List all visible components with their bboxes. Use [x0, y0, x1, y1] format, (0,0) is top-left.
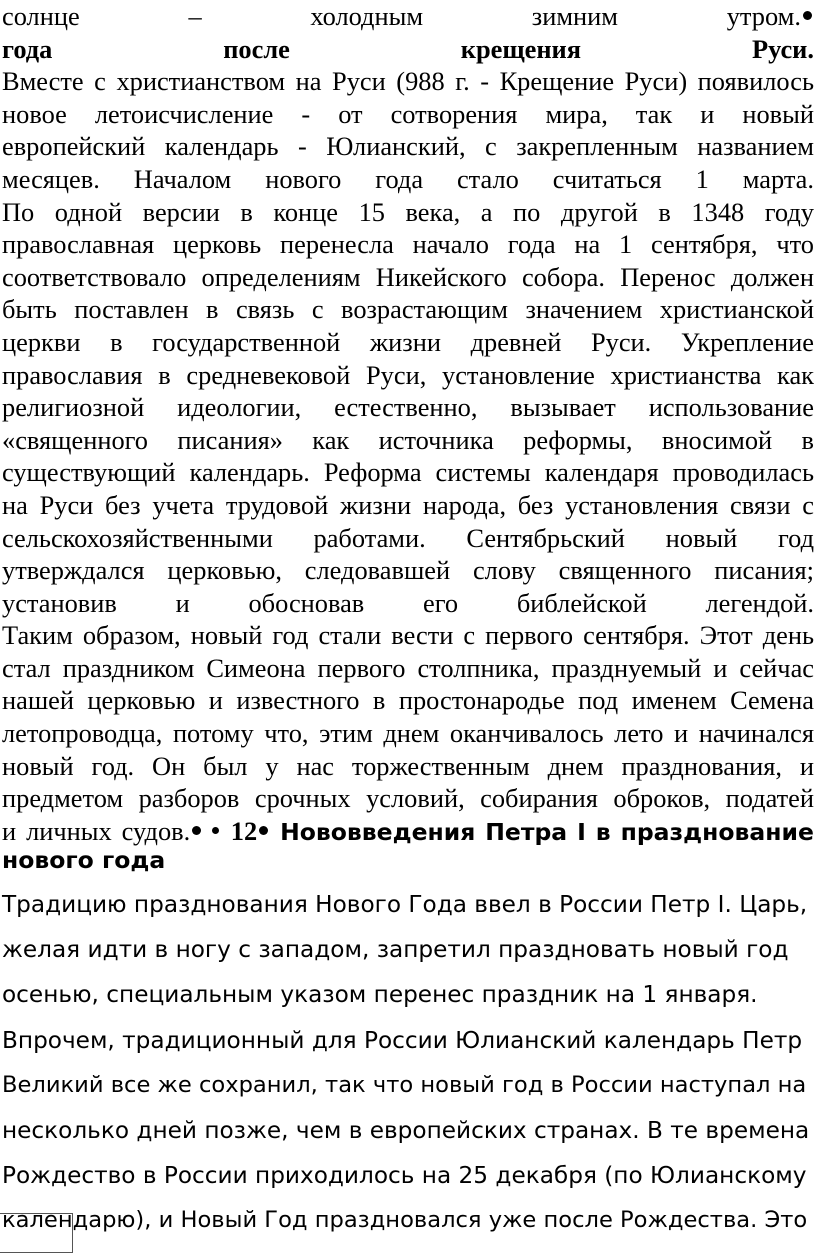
- paragraph-line: быть поставлен в связь с возрастающим значением христианской: [2, 294, 814, 325]
- paragraph-line: сельскохозяйственными работами. Сентябрьский новый год: [2, 522, 814, 553]
- word: крещения: [460, 33, 582, 64]
- heading-word: Петра: [485, 817, 568, 846]
- paragraph-line: «священного писания» как источника реформы, вносимой в: [2, 424, 814, 455]
- paragraph-line: европейский календарь - Юлианский, с закрепленным названием: [2, 131, 814, 162]
- word: личных: [26, 815, 112, 846]
- section-number: 12: [230, 815, 258, 846]
- paragraph-line: существующий календарь. Реформа системы календаря проводилась: [2, 457, 814, 488]
- body-line: желая идти в ногу с западом, запретил праздновать новый год: [2, 936, 789, 964]
- bold-heading-line: [2, 33, 814, 66]
- word-with-bullet: [727, 0, 814, 33]
- section-heading-continuation: нового года: [2, 846, 166, 874]
- body-line: календарю), и Новый Год праздновался уже после Рождества. Это: [2, 1207, 808, 1234]
- word: зимним: [531, 1, 618, 31]
- footer-box: [0, 1213, 73, 1253]
- paragraph-line: новое летоисчисление - от сотворения мира, так и новый: [2, 98, 814, 129]
- top-line: [2, 0, 814, 33]
- bullet-icon: [192, 826, 201, 835]
- heading-word: I: [577, 817, 586, 846]
- bullet-icon: [212, 827, 219, 834]
- paragraph-line: стал праздником Симеона первого столпника, празднуемый и сейчас: [2, 652, 814, 683]
- word: утром.: [726, 1, 801, 31]
- heading-word: празднование: [620, 817, 814, 846]
- heading-word: Нововведения: [280, 817, 476, 846]
- paragraph-line: нашей церковью и известного в простонародье под именем Семена: [2, 685, 814, 716]
- paragraph-line: церкви в государственной жизни древней Руси. Укрепление: [2, 326, 814, 357]
- paragraph-line: на Руси без учета трудовой жизни народа, без установления связи с: [2, 489, 814, 520]
- heading-word: в: [595, 817, 611, 846]
- word: солнце: [2, 1, 80, 31]
- word: года: [2, 33, 53, 64]
- paragraph-line: утверждался церковью, следовавшей слову священного писания;: [2, 555, 814, 586]
- word: Руси.: [751, 33, 814, 64]
- bullet-icon: [259, 826, 268, 835]
- body-line: Великий все же сохранил, так что новый год в России наступал на: [2, 1071, 807, 1098]
- paragraph-line: новый год. Он был у нас торжественным днем празднования, и: [2, 750, 814, 781]
- serif-text-block: [2, 0, 814, 847]
- body-line: несколько дней позже, чем в европейских странах. В те времена: [2, 1116, 810, 1144]
- paragraph-line: Таким образом, новый год стали вести с первого сентября. Этот день: [2, 620, 814, 651]
- paragraph-line: православия в средневековой Руси, установление христианства как: [2, 359, 814, 390]
- paragraph-line: месяцев. Началом нового года стало считаться 1 марта.: [2, 163, 814, 194]
- body-line: Рождество в России приходилось на 25 декабря (по Юлианскому: [2, 1162, 807, 1190]
- word: и: [2, 815, 17, 846]
- body-line: Впрочем, традиционный для России Юлианский календарь Петр: [2, 1026, 803, 1054]
- paragraph-line: предметом разборов срочных условий, собирания оброков, податей: [2, 783, 814, 814]
- word: судов.: [121, 815, 191, 846]
- paragraph-line: соответствовало определениям Никейского собора. Перенос должен: [2, 261, 814, 292]
- paragraph-line: религиозной идеологии, естественно, вызывает использование: [2, 392, 814, 423]
- paragraph-line: Вместе с христианством на Руси (988 г. - Крещение Руси) появилось: [2, 66, 814, 97]
- word: после: [223, 33, 290, 64]
- body-line: осенью, специальным указом перенес праздник на 1 января.: [2, 981, 758, 1009]
- body-line: Традицию празднования Нового Года ввел в России Петр I. Царь,: [2, 891, 808, 918]
- bullet-icon: [803, 11, 812, 20]
- paragraph-line: православная церковь перенесла начало года на 1 сентября, что: [2, 229, 814, 260]
- word: холодным: [310, 1, 424, 31]
- sans-text-block: [2, 838, 814, 1244]
- paragraph-line: установив и обосновав его библейской легендой.: [2, 587, 814, 618]
- paragraph-line: По одной версии в конце 15 века, а по другой в 1348 году: [2, 196, 814, 227]
- word: –: [188, 1, 202, 31]
- paragraph-line: летопроводца, потому что, этим днем оканчивалось лето и начинался: [2, 718, 814, 749]
